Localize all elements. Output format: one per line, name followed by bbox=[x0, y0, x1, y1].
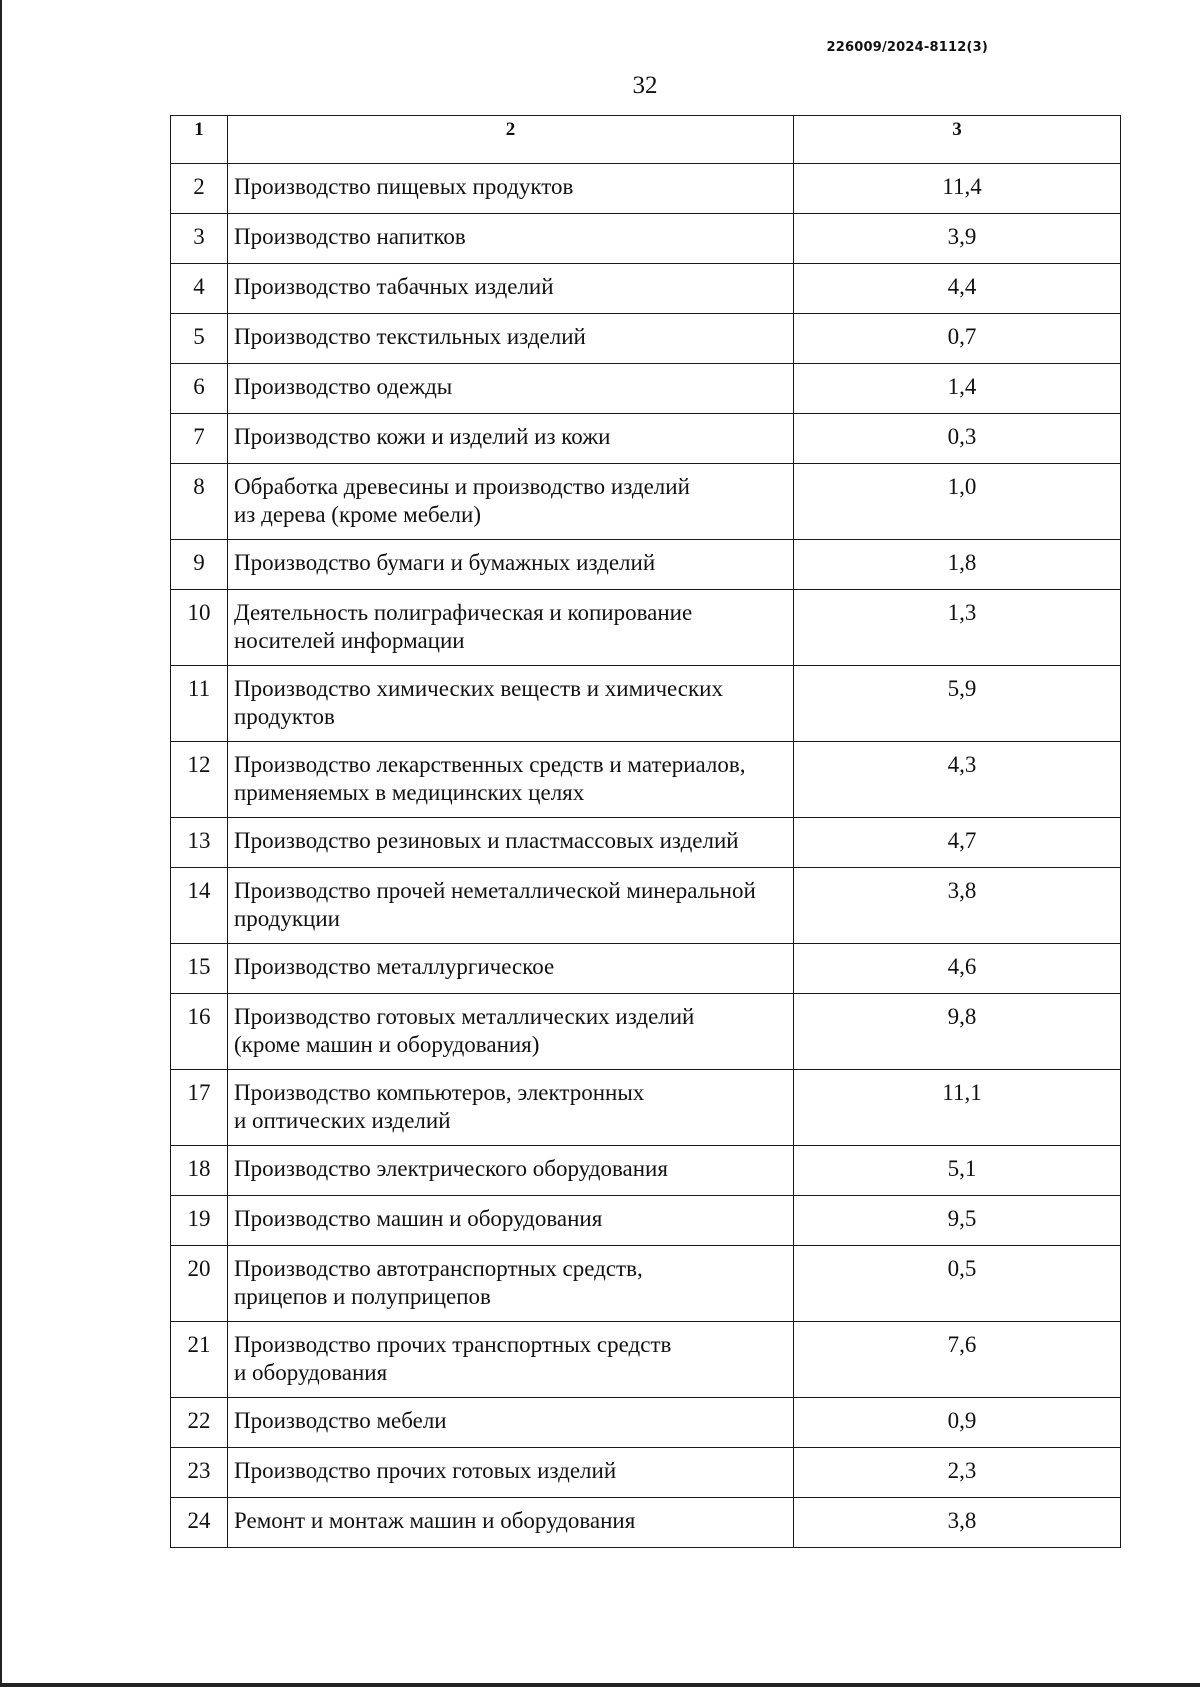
row-number: 24 bbox=[171, 1498, 228, 1548]
page-number: 32 bbox=[632, 72, 658, 99]
row-number: 14 bbox=[171, 868, 228, 944]
table-row bbox=[171, 1322, 1121, 1398]
row-number: 2 bbox=[171, 164, 228, 214]
row-industry-name: Обработка древесины и производство изделий из дерева (кроме мебели) bbox=[228, 464, 794, 540]
table-row bbox=[171, 314, 1121, 364]
row-number: 4 bbox=[171, 264, 228, 314]
row-number: 9 bbox=[171, 540, 228, 590]
row-value: 9,5 bbox=[794, 1196, 1121, 1246]
row-industry-name: Производство мебели bbox=[228, 1398, 794, 1448]
row-value: 2,3 bbox=[794, 1448, 1121, 1498]
row-industry-name: Производство пищевых продуктов bbox=[228, 164, 794, 214]
row-industry-name: Производство табачных изделий bbox=[228, 264, 794, 314]
row-industry-name: Производство кожи и изделий из кожи bbox=[228, 414, 794, 464]
row-number: 6 bbox=[171, 364, 228, 414]
row-value: 4,3 bbox=[794, 742, 1121, 818]
row-number: 16 bbox=[171, 994, 228, 1070]
row-industry-name: Производство готовых металлических изделий (кроме машин и оборудования) bbox=[228, 994, 794, 1070]
row-number: 8 bbox=[171, 464, 228, 540]
table-row bbox=[171, 1196, 1121, 1246]
table-row bbox=[171, 1398, 1121, 1448]
table-row bbox=[171, 164, 1121, 214]
row-industry-name: Производство прочих готовых изделий bbox=[228, 1448, 794, 1498]
row-number: 13 bbox=[171, 818, 228, 868]
row-industry-name: Деятельность полиграфическая и копирование носителей информации bbox=[228, 590, 794, 666]
header-col-3: 3 bbox=[794, 116, 1121, 164]
table-row bbox=[171, 1146, 1121, 1196]
table-row bbox=[171, 868, 1121, 944]
row-value: 3,8 bbox=[794, 1498, 1121, 1548]
row-number: 20 bbox=[171, 1246, 228, 1322]
row-number: 10 bbox=[171, 590, 228, 666]
row-industry-name: Производство текстильных изделий bbox=[228, 314, 794, 364]
scan-edge-left bbox=[0, 0, 2, 1687]
table-row bbox=[171, 214, 1121, 264]
row-industry-name: Производство прочих транспортных средств и оборудования bbox=[228, 1322, 794, 1398]
row-value: 7,6 bbox=[794, 1322, 1121, 1398]
table-row bbox=[171, 364, 1121, 414]
document-number: 226009/2024-8112(3) bbox=[826, 40, 988, 55]
row-number: 11 bbox=[171, 666, 228, 742]
table-row bbox=[171, 414, 1121, 464]
table-row bbox=[171, 666, 1121, 742]
row-industry-name: Производство одежды bbox=[228, 364, 794, 414]
row-industry-name: Производство химических веществ и химических продуктов bbox=[228, 666, 794, 742]
row-industry-name: Производство резиновых и пластмассовых изделий bbox=[228, 818, 794, 868]
table-row bbox=[171, 742, 1121, 818]
table-header-row bbox=[171, 116, 1121, 164]
table-row bbox=[171, 818, 1121, 868]
row-value: 4,6 bbox=[794, 944, 1121, 994]
row-industry-name: Производство машин и оборудования bbox=[228, 1196, 794, 1246]
row-number: 23 bbox=[171, 1448, 228, 1498]
table-row bbox=[171, 590, 1121, 666]
row-industry-name: Производство прочей неметаллической минеральной продукции bbox=[228, 868, 794, 944]
row-industry-name: Производство напитков bbox=[228, 214, 794, 264]
row-value: 0,7 bbox=[794, 314, 1121, 364]
row-industry-name: Производство лекарственных средств и материалов, применяемых в медицинских целях bbox=[228, 742, 794, 818]
row-value: 11,1 bbox=[794, 1070, 1121, 1146]
row-industry-name: Ремонт и монтаж машин и оборудования bbox=[228, 1498, 794, 1548]
row-industry-name: Производство автотранспортных средств, прицепов и полуприцепов bbox=[228, 1246, 794, 1322]
table-row bbox=[171, 994, 1121, 1070]
row-number: 15 bbox=[171, 944, 228, 994]
header-col-1: 1 bbox=[171, 116, 228, 164]
row-number: 3 bbox=[171, 214, 228, 264]
row-number: 22 bbox=[171, 1398, 228, 1448]
row-value: 4,4 bbox=[794, 264, 1121, 314]
row-industry-name: Производство электрического оборудования bbox=[228, 1146, 794, 1196]
table-row bbox=[171, 1448, 1121, 1498]
row-industry-name: Производство бумаги и бумажных изделий bbox=[228, 540, 794, 590]
row-value: 0,9 bbox=[794, 1398, 1121, 1448]
table-row bbox=[171, 1498, 1121, 1548]
table-row bbox=[171, 464, 1121, 540]
row-number: 7 bbox=[171, 414, 228, 464]
row-value: 11,4 bbox=[794, 164, 1121, 214]
row-number: 12 bbox=[171, 742, 228, 818]
row-number: 21 bbox=[171, 1322, 228, 1398]
row-value: 1,4 bbox=[794, 364, 1121, 414]
data-table bbox=[170, 115, 1121, 1548]
row-number: 19 bbox=[171, 1196, 228, 1246]
row-number: 18 bbox=[171, 1146, 228, 1196]
table-row bbox=[171, 264, 1121, 314]
row-value: 5,9 bbox=[794, 666, 1121, 742]
row-number: 17 bbox=[171, 1070, 228, 1146]
row-industry-name: Производство металлургическое bbox=[228, 944, 794, 994]
table-row bbox=[171, 540, 1121, 590]
row-value: 0,5 bbox=[794, 1246, 1121, 1322]
row-value: 4,7 bbox=[794, 818, 1121, 868]
row-value: 1,8 bbox=[794, 540, 1121, 590]
row-value: 5,1 bbox=[794, 1146, 1121, 1196]
scan-edge-bottom bbox=[0, 1683, 1200, 1687]
row-number: 5 bbox=[171, 314, 228, 364]
table-row bbox=[171, 1070, 1121, 1146]
row-value: 3,8 bbox=[794, 868, 1121, 944]
row-value: 1,0 bbox=[794, 464, 1121, 540]
row-value: 0,3 bbox=[794, 414, 1121, 464]
table-row bbox=[171, 944, 1121, 994]
header-col-2: 2 bbox=[228, 116, 794, 164]
row-value: 1,3 bbox=[794, 590, 1121, 666]
table-row bbox=[171, 1246, 1121, 1322]
row-industry-name: Производство компьютеров, электронных и оптических изделий bbox=[228, 1070, 794, 1146]
row-value: 3,9 bbox=[794, 214, 1121, 264]
row-value: 9,8 bbox=[794, 994, 1121, 1070]
